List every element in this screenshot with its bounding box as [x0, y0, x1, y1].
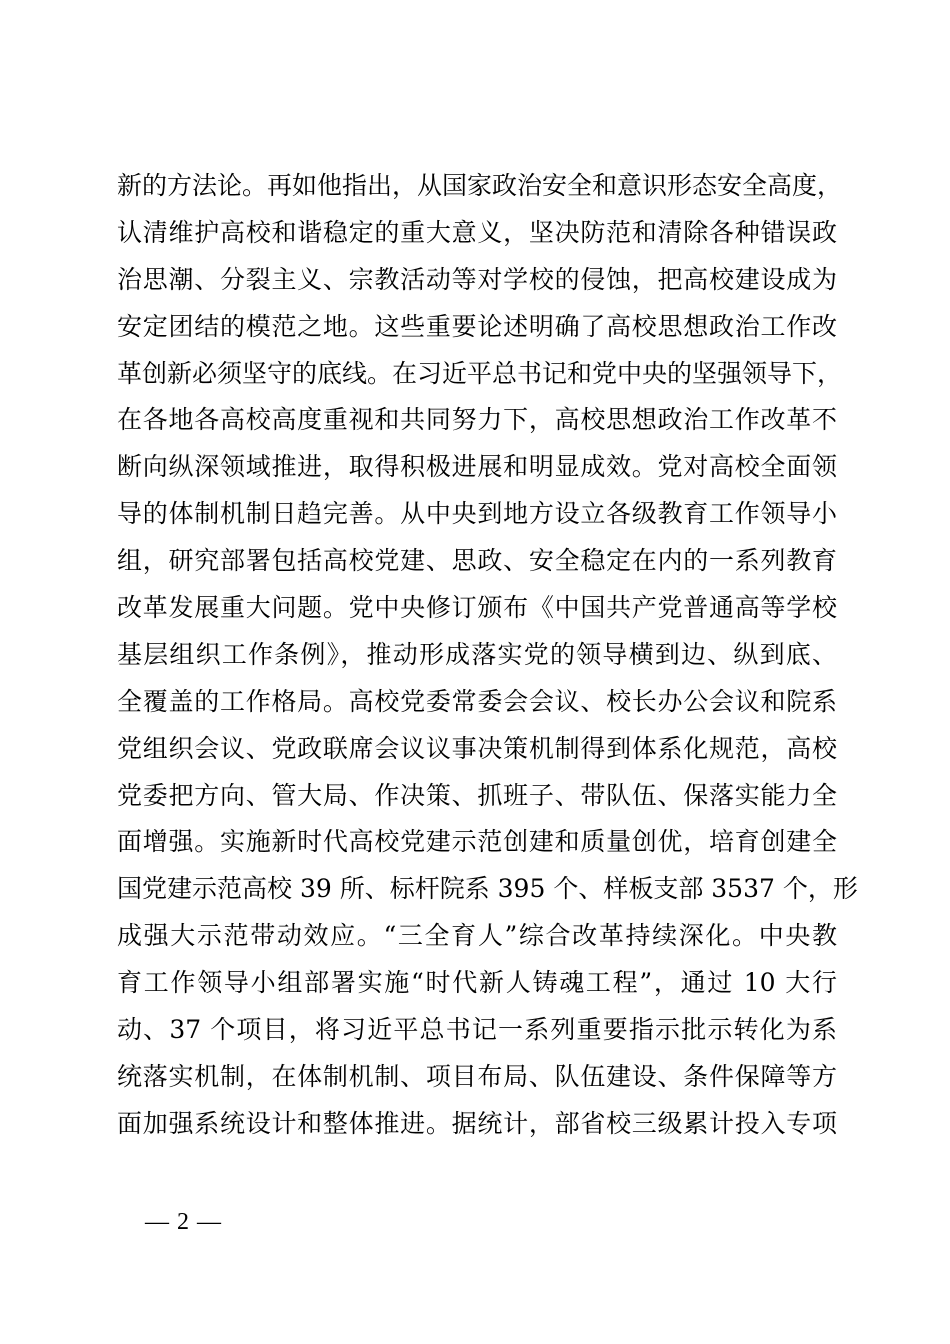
text-line: 党组织会议、党政联席会议议事决策机制得到体系化规范，高校	[117, 733, 837, 763]
text-line: 面加强系统设计和整体推进。据统计，部省校三级累计投入专项	[117, 1108, 837, 1138]
text-line: 安定团结的模范之地。这些重要论述明确了高校思想政治工作改	[117, 311, 837, 341]
text-line: 断向纵深领域推进，取得积极进展和明显成效。党对高校全面领	[117, 452, 837, 482]
document-body	[117, 163, 858, 1148]
text-line: 全覆盖的工作格局。高校党委常委会会议、校长办公会议和院系	[117, 686, 837, 716]
text-line: 育工作领导小组部署实施“时代新人铸魂工程”，通过 10 大行	[117, 968, 837, 998]
text-line: 导的体制机制日趋完善。从中央到地方设立各级教育工作领导小	[117, 499, 837, 529]
text-line: 成强大示范带动效应。“三全育人”综合改革持续深化。中央教	[117, 921, 837, 951]
text-line: 治思潮、分裂主义、宗教活动等对学校的侵蚀，把高校建设成为	[117, 264, 837, 294]
text-line: 面增强。实施新时代高校党建示范创建和质量创优，培育创建全	[117, 827, 837, 857]
text-line: 基层组织工作条例》，推动形成落实党的领导横到边、纵到底、	[117, 639, 837, 669]
text-line: 组，研究部署包括高校党建、思政、安全稳定在内的一系列教育	[117, 546, 837, 576]
page-number: — 2 —	[145, 1209, 222, 1235]
text-line: 革创新必须坚守的底线。在习近平总书记和党中央的坚强领导下，	[117, 358, 843, 388]
text-line: 统落实机制，在体制机制、项目布局、队伍建设、条件保障等方	[117, 1061, 837, 1091]
text-line: 在各地各高校高度重视和共同努力下，高校思想政治工作改革不	[117, 405, 837, 435]
text-line: 动、37 个项目，将习近平总书记一系列重要指示批示转化为系	[117, 1015, 837, 1045]
text-line: 国党建示范高校 39 所、标杆院系 395 个、样板支部 3537 个，形	[117, 874, 858, 904]
text-line: 新的方法论。再如他指出，从国家政治安全和意识形态安全高度，	[117, 171, 843, 200]
text-line: 认清维护高校和谐稳定的重大意义，坚决防范和清除各种错误政	[117, 217, 837, 247]
text-line: 党委把方向、管大局、作决策、抓班子、带队伍、保落实能力全	[117, 780, 837, 810]
text-line: 改革发展重大问题。党中央修订颁布《中国共产党普通高等学校	[117, 593, 837, 623]
